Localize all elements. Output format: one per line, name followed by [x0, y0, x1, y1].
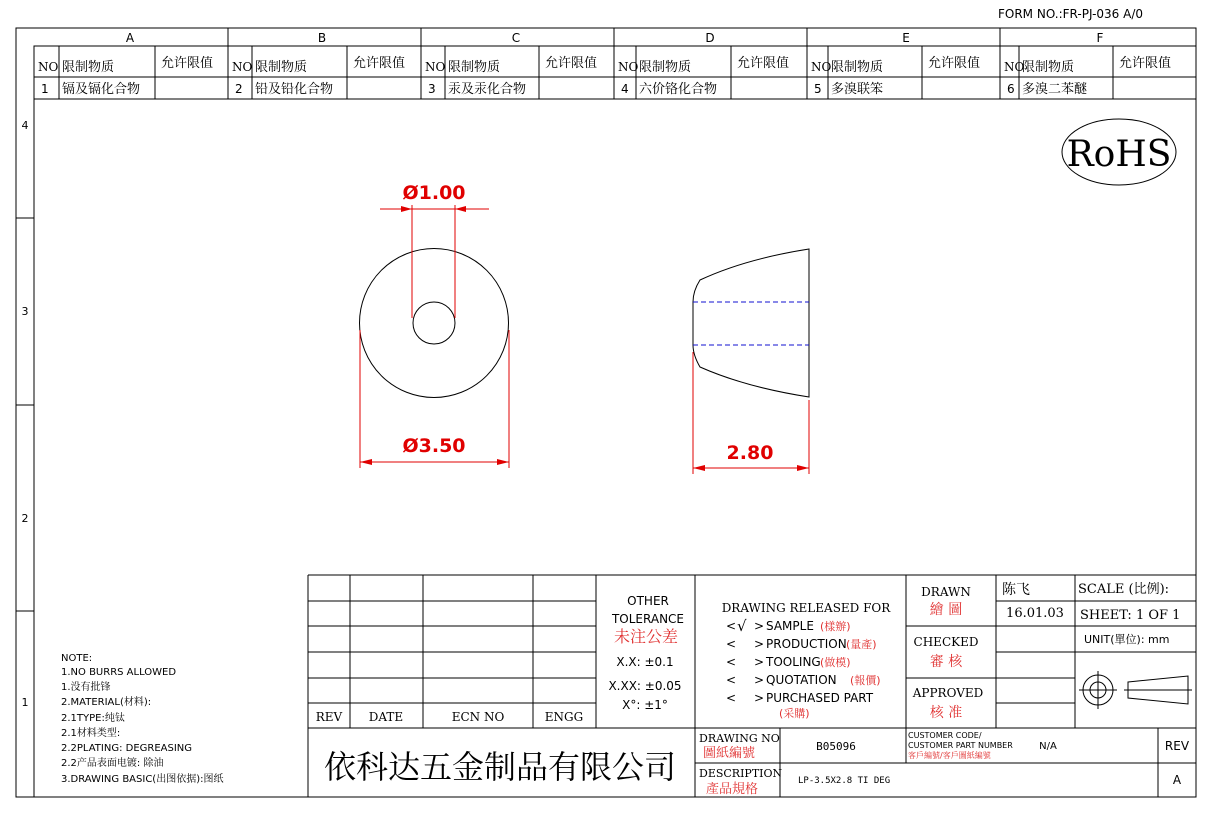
engg-header: ENGG	[544, 710, 584, 724]
description-cn: 產品規格	[706, 782, 759, 797]
substance-limit-header: 允许限值	[161, 56, 214, 71]
length-label: 2.80	[726, 442, 774, 464]
release-bracket-close: >	[754, 673, 765, 687]
customer-label-2: CUSTOMER PART NUMBER	[908, 741, 1013, 750]
zone-col-f: F	[1096, 31, 1104, 45]
zone-row-dividers	[16, 218, 34, 611]
note-line: 2.1材料类型:	[61, 728, 121, 739]
note-line: NOTE:	[61, 653, 93, 664]
side-view	[693, 249, 809, 397]
substance-no: 5	[814, 82, 822, 96]
release-item-label: QUOTATION	[766, 673, 837, 687]
release-title: DRAWING RELEASED FOR	[721, 601, 891, 615]
front-dimensions	[360, 205, 509, 468]
hole-diameter-label: Ø1.00	[402, 182, 466, 204]
release-bracket-close: >	[754, 655, 765, 669]
zone-col-c: C	[511, 31, 521, 45]
approved-label: APPROVED	[912, 686, 984, 700]
release-item-cn: (量產)	[846, 638, 877, 651]
substance-name: 汞及汞化合物	[448, 82, 527, 97]
unit-label: UNIT(單位): mm	[1084, 633, 1170, 646]
release-bracket-open: <	[726, 673, 737, 687]
rev-value: A	[1172, 773, 1182, 787]
release-item-cn: (采購)	[779, 707, 810, 720]
scale-label: SCALE (比例):	[1078, 582, 1170, 597]
description-label: DESCRIPTION	[699, 767, 783, 780]
zone-col-d: D	[705, 31, 715, 45]
checked-cn-label: 審 核	[929, 654, 963, 670]
zone-row-1: 1	[21, 696, 29, 709]
checked-label: CHECKED	[913, 635, 979, 649]
zone-column-labels	[126, 31, 1104, 45]
company-name: 依科达五金制品有限公司	[323, 748, 677, 786]
release-item-label: SAMPLE	[766, 619, 814, 633]
release-item-cn: (做模)	[820, 656, 851, 669]
release-item-label: PRODUCTION	[766, 637, 847, 651]
substance-limit-header: 允许限值	[1119, 56, 1172, 71]
substance-limit-header: 允许限值	[353, 56, 406, 71]
notes-block	[61, 653, 223, 785]
drawn-label: DRAWN	[921, 585, 971, 599]
drawing-no-label: DRAWING NO	[699, 732, 780, 745]
release-item-cn: (報價)	[850, 674, 881, 687]
zone-row-labels	[22, 119, 29, 709]
outer-frame	[16, 28, 1196, 797]
release-bracket-close: >	[754, 619, 765, 633]
release-bracket-open: <	[726, 637, 737, 651]
substance-name-header: 限制物质	[639, 60, 692, 75]
side-profile	[693, 249, 809, 397]
substance-name: 铅及铅化合物	[255, 82, 334, 97]
release-item-cn: (樣辦)	[820, 620, 851, 633]
zone-col-a: A	[125, 31, 135, 45]
substance-no-header: NO	[1004, 60, 1025, 74]
release-item-label: TOOLING	[766, 655, 821, 669]
release-bracket-close: >	[754, 691, 765, 705]
rev-header: REV	[315, 710, 343, 724]
drawing-no-cn: 圖紙編號	[703, 746, 756, 761]
substance-no: 2	[235, 82, 243, 96]
release-bracket-open: <	[726, 619, 737, 633]
note-line: 1.NO BURRS ALLOWED	[61, 667, 177, 678]
front-dim-arrows	[360, 206, 509, 465]
release-item-label: PURCHASED PART	[766, 691, 874, 705]
release-check-mark: √	[737, 617, 747, 635]
zone-row-4: 4	[21, 119, 29, 132]
ecn-header: ECN NO	[451, 710, 505, 724]
substance-name: 多溴联笨	[831, 82, 884, 97]
substance-no-header: NO	[811, 60, 832, 74]
date-header: DATE	[368, 710, 404, 724]
drawn-cn-label: 繪 圖	[929, 602, 963, 618]
customer-label-1: CUSTOMER CODE/	[908, 731, 982, 740]
substance-name: 多溴二苯醚	[1022, 82, 1088, 97]
substance-name-header: 限制物质	[831, 60, 884, 75]
zone-col-b: B	[317, 31, 327, 45]
note-line: 2.2产品表面电镀: 除油	[61, 758, 164, 769]
zone-row-2: 2	[21, 512, 29, 525]
revision-headers	[316, 710, 583, 724]
tolerance-title-2: TOLERANCE	[611, 612, 685, 626]
tolerance-title-1: OTHER	[627, 594, 669, 608]
drawn-by: 陈飞	[1002, 582, 1030, 598]
substance-name: 镉及镉化合物	[62, 82, 141, 97]
release-bracket-close: >	[754, 637, 765, 651]
rohs-mark: RoHS	[1066, 134, 1172, 175]
projection-symbol	[1079, 671, 1192, 709]
outer-circle	[360, 249, 509, 398]
substance-no-header: NO	[618, 60, 639, 74]
substance-no-header: NO	[425, 60, 446, 74]
zone-col-e: E	[902, 31, 910, 45]
description-value: LP-3.5X2.8 TI DEG	[798, 776, 891, 786]
release-items	[726, 617, 881, 720]
note-line: 2.MATERIAL(材料):	[61, 697, 152, 708]
tolerance-title-cn: 未注公差	[613, 627, 679, 646]
substance-limit-header: 允许限值	[928, 56, 981, 71]
note-line: 2.1TYPE:纯钛	[61, 713, 125, 724]
substance-name-header: 限制物质	[255, 60, 308, 75]
sheet-label: SHEET: 1 OF 1	[1080, 608, 1181, 623]
substances-headers	[38, 55, 1171, 75]
customer-value: N/A	[1039, 741, 1057, 752]
form-number: FORM NO.:FR-PJ-036 A/0	[998, 7, 1144, 21]
substance-no-header: NO	[38, 60, 59, 74]
tolerance-block	[608, 594, 684, 712]
substance-name-header: 限制物质	[62, 60, 115, 75]
substance-no: 1	[41, 82, 49, 96]
release-bracket-open: <	[726, 655, 737, 669]
approved-cn-label: 核 准	[929, 705, 963, 721]
front-view	[360, 249, 509, 398]
drawing-info	[699, 731, 1190, 797]
substance-name: 六价铬化合物	[639, 82, 718, 97]
substance-limit-header: 允许限值	[737, 56, 790, 71]
substance-limit-header: 允许限值	[545, 56, 598, 71]
note-line: 1.没有批锋	[61, 682, 111, 693]
outer-diameter-label: Ø3.50	[402, 435, 466, 457]
rev-label: REV	[1164, 739, 1190, 753]
tolerance-angle: X°: ±1°	[622, 698, 668, 712]
drawn-date: 16.01.03	[1006, 606, 1064, 621]
drawing-number: B05096	[816, 740, 856, 753]
zone-column-dividers	[228, 28, 1000, 46]
release-bracket-open: <	[726, 691, 737, 705]
tolerance-x1: X.X: ±0.1	[616, 655, 674, 669]
substance-no: 3	[428, 82, 436, 96]
note-line: 2.2PLATING: DEGREASING	[61, 743, 193, 754]
customer-label-cn: 客戶編號/客戶圖紙編號	[908, 751, 991, 760]
hole-circle	[413, 302, 455, 344]
substance-no: 4	[621, 82, 629, 96]
substance-name-header: 限制物质	[1022, 60, 1075, 75]
substance-no-header: NO	[232, 60, 253, 74]
note-line: 3.DRAWING BASIC(出图依据):图纸	[61, 774, 224, 785]
substances-rows	[41, 81, 1088, 97]
tolerance-x2: X.XX: ±0.05	[608, 679, 682, 693]
zone-row-3: 3	[21, 305, 29, 318]
substance-no: 6	[1007, 82, 1015, 96]
substance-name-header: 限制物质	[448, 60, 501, 75]
